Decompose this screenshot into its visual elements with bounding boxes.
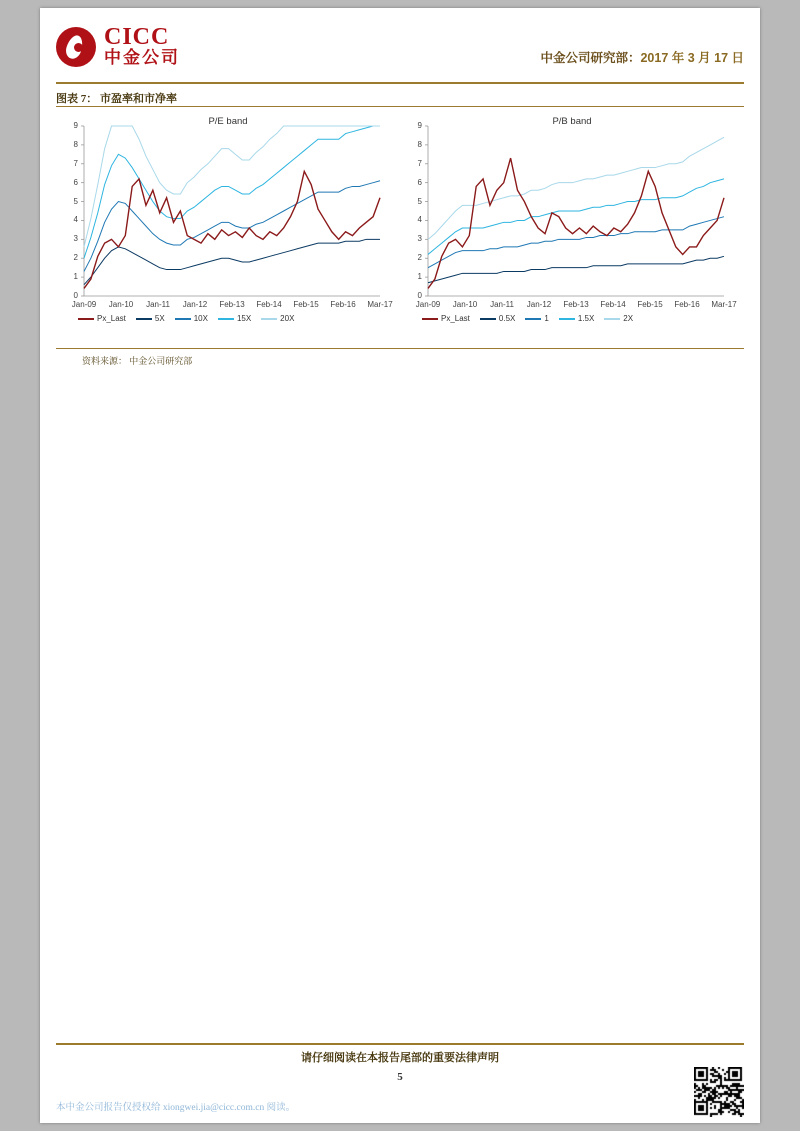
y-axis-tick-label: 6 xyxy=(417,177,422,187)
y-axis-tick-label: 1 xyxy=(73,272,78,282)
exhibit-title: 图表 7： 市盈率和市净率 xyxy=(56,93,177,105)
y-axis-tick-label: 0 xyxy=(417,291,422,300)
cicc-logo xyxy=(56,26,180,68)
exhibit-top-divider xyxy=(56,106,744,107)
y-axis-tick-label: 8 xyxy=(417,139,422,149)
legend-swatch xyxy=(261,318,277,320)
y-axis-tick-label: 3 xyxy=(417,234,422,244)
y-axis-tick-label: 8 xyxy=(73,139,78,149)
legend-swatch xyxy=(78,318,94,320)
legend-label: 5X xyxy=(154,314,165,323)
legend-swatch xyxy=(559,318,575,320)
y-axis-tick-label: 3 xyxy=(73,234,78,244)
x-axis-tick-label: Feb-14 xyxy=(256,300,282,309)
legend-swatch xyxy=(604,318,620,320)
series-line xyxy=(428,217,724,268)
brand-en: CICC xyxy=(104,24,170,50)
brand-cn: 中金公司 xyxy=(104,48,180,67)
watermark-text: 本中金公司报告仅授权给 xiongwei.jia@cicc.com.cn 阅读。 xyxy=(56,1103,296,1113)
chart-pb-plot xyxy=(428,126,724,296)
document-page xyxy=(40,8,760,1123)
header-department-label: 中金公司研究部： xyxy=(540,51,641,65)
source-divider xyxy=(56,348,744,349)
page-header xyxy=(40,8,760,82)
chart-pb-title: P/B band xyxy=(552,116,592,127)
legend-label: 0.5X xyxy=(498,314,516,323)
legend-swatch xyxy=(136,318,152,320)
x-axis-tick-label: Mar-17 xyxy=(711,300,737,309)
x-axis-tick-label: Feb-15 xyxy=(637,300,663,309)
legend-item xyxy=(78,314,126,323)
y-axis-tick-label: 1 xyxy=(417,272,422,282)
x-axis-tick-label: Jan-12 xyxy=(182,300,208,309)
legal-notice: 请仔细阅读在本报告尾部的重要法律声明 xyxy=(301,1052,499,1064)
x-axis-tick-label: Jan-10 xyxy=(452,300,478,309)
x-axis-tick-label: Jan-11 xyxy=(490,300,514,309)
legend-swatch xyxy=(175,318,191,320)
y-axis-tick-label: 4 xyxy=(73,215,78,225)
chart-svg xyxy=(428,126,724,296)
legend-label: 10X xyxy=(193,314,208,323)
legend-swatch xyxy=(422,318,438,320)
y-axis-tick-label: 6 xyxy=(73,177,78,187)
x-axis-tick-label: Feb-15 xyxy=(293,300,319,309)
legend-label: Px_Last xyxy=(97,314,126,323)
legend-label: 1.5X xyxy=(577,314,595,323)
series-line xyxy=(84,239,380,284)
legend-label: 15X xyxy=(236,314,252,323)
x-axis-tick-label: Jan-09 xyxy=(71,300,97,309)
page-number: 5 xyxy=(397,1071,403,1083)
chart-pe-band xyxy=(56,112,400,340)
legend-swatch xyxy=(525,318,541,320)
x-axis-tick-label: Jan-10 xyxy=(108,300,134,309)
qr-code-icon xyxy=(694,1067,744,1117)
x-axis-tick-label: Feb-16 xyxy=(330,300,356,309)
legend-swatch xyxy=(480,318,496,320)
y-axis-tick-label: 7 xyxy=(73,158,78,168)
x-axis-tick-label: Mar-17 xyxy=(367,300,393,309)
legend-item xyxy=(480,314,515,323)
header-divider xyxy=(56,82,744,84)
legend-item xyxy=(604,314,633,323)
cicc-logo-text xyxy=(104,26,180,68)
y-axis-tick-label: 9 xyxy=(417,121,422,130)
chart-pe-title: P/E band xyxy=(208,116,248,127)
legend-item xyxy=(525,314,548,323)
header-date: 2017 年 3 月 17 日 xyxy=(640,51,744,65)
x-axis-tick-label: Feb-13 xyxy=(219,300,245,309)
legend-item xyxy=(559,314,594,323)
y-axis-tick-label: 2 xyxy=(73,253,78,263)
header-meta xyxy=(540,48,744,66)
y-axis-tick-label: 7 xyxy=(417,158,422,168)
y-axis-tick-label: 4 xyxy=(417,215,422,225)
x-axis-tick-label: Feb-13 xyxy=(563,300,589,309)
chart-pe-legend xyxy=(78,314,378,323)
cicc-logo-mark-icon xyxy=(56,27,96,67)
chart-pe-plot xyxy=(84,126,380,296)
x-axis-tick-label: Jan-09 xyxy=(415,300,441,309)
chart-svg xyxy=(84,126,380,296)
legend-item xyxy=(175,314,208,323)
chart-pb-legend xyxy=(422,314,722,323)
chart-pb-band xyxy=(400,112,744,340)
footer-divider xyxy=(56,1043,744,1045)
y-axis-tick-label: 9 xyxy=(73,121,78,130)
series-line xyxy=(428,137,724,239)
charts-container xyxy=(56,112,744,340)
y-axis-tick-label: 2 xyxy=(417,253,422,263)
legend-item xyxy=(261,314,294,323)
legend-label: Px_Last xyxy=(441,314,470,323)
series-line xyxy=(428,158,724,288)
x-axis-tick-label: Feb-14 xyxy=(600,300,626,309)
series-line xyxy=(84,126,380,247)
y-axis-tick-label: 0 xyxy=(73,291,78,300)
legend-label: 1 xyxy=(544,314,549,323)
x-axis-tick-label: Feb-16 xyxy=(674,300,700,309)
series-line xyxy=(84,181,380,272)
legend-label: 20X xyxy=(280,314,295,323)
x-axis-tick-label: Jan-12 xyxy=(526,300,552,309)
y-axis-tick-label: 5 xyxy=(73,196,78,206)
legend-swatch xyxy=(218,318,234,320)
source-note: 资料来源： 中金公司研究部 xyxy=(82,356,193,366)
x-axis-tick-label: Jan-11 xyxy=(146,300,170,309)
legend-label: 2X xyxy=(623,314,634,323)
legend-item xyxy=(136,314,165,323)
legend-item xyxy=(218,314,251,323)
legend-item xyxy=(422,314,470,323)
series-line xyxy=(428,256,724,282)
y-axis-tick-label: 5 xyxy=(417,196,422,206)
